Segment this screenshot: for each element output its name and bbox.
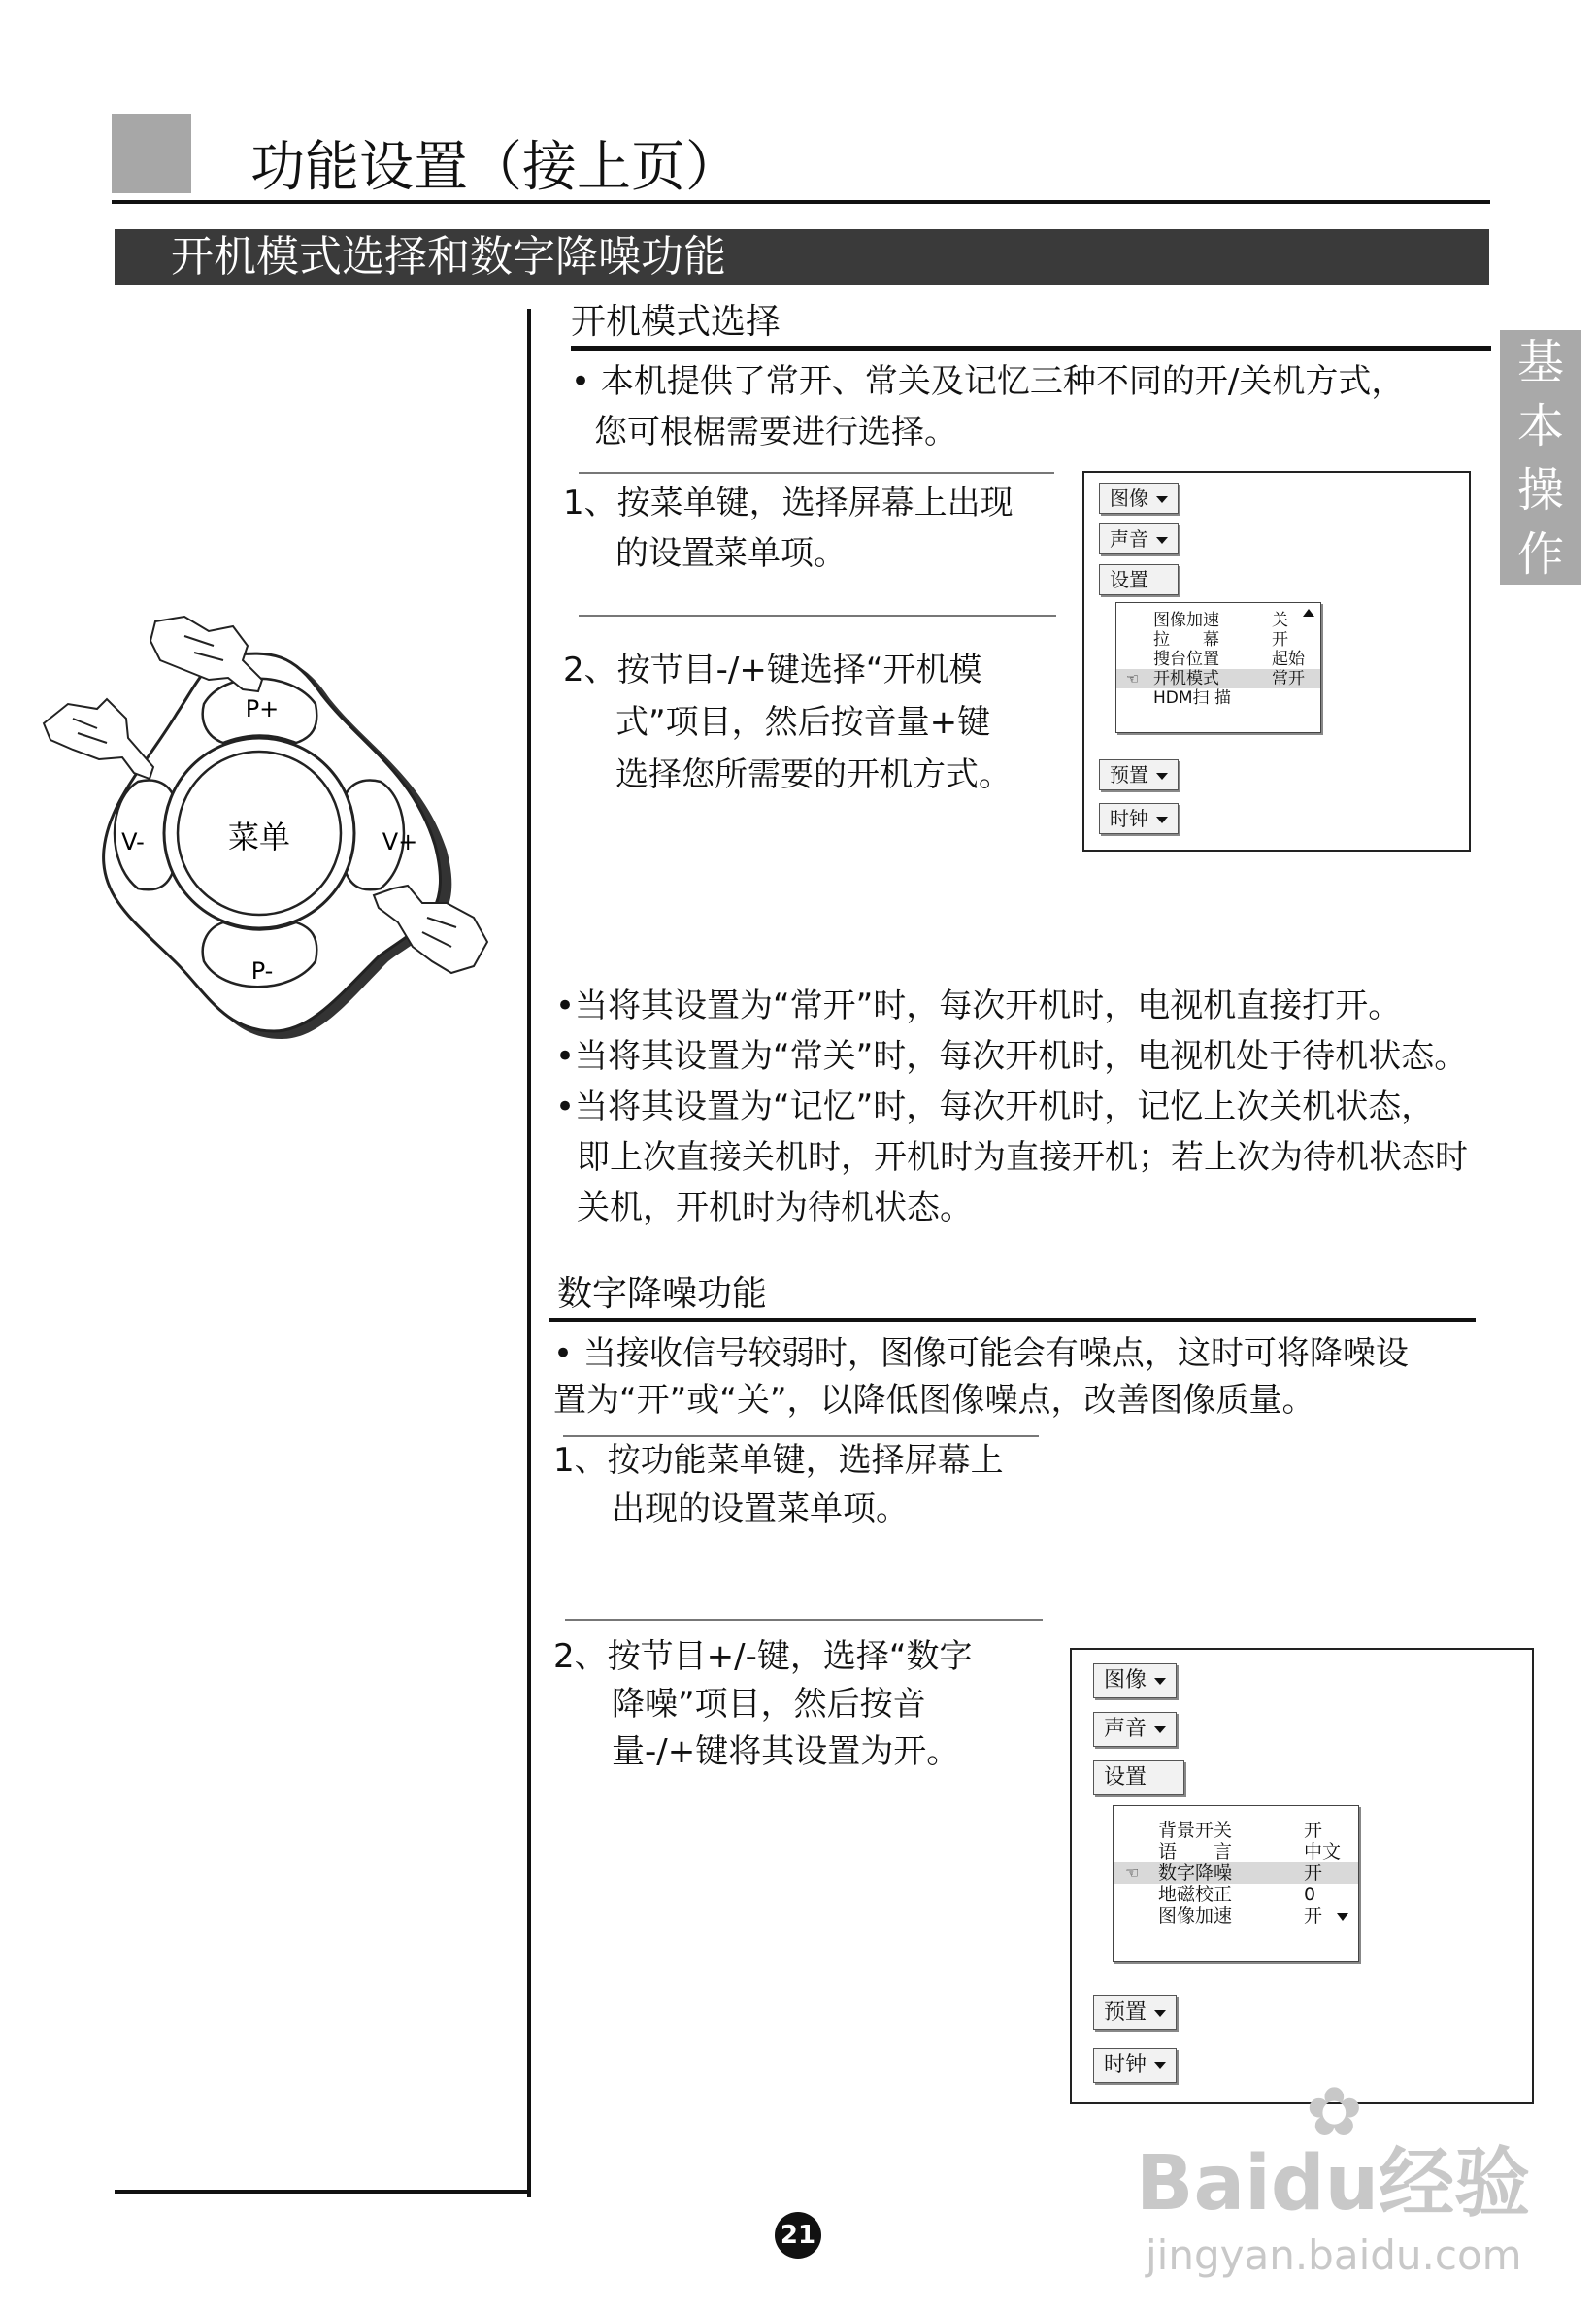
submenu-item-label: 语 言 — [1158, 1841, 1233, 1862]
submenu-row[interactable] — [1116, 611, 1320, 630]
submenu-row-selected[interactable] — [1116, 669, 1320, 688]
menu-sound-button[interactable] — [1093, 1712, 1177, 1747]
menu-image-button[interactable] — [1093, 1663, 1177, 1698]
chevron-down-icon — [1154, 2062, 1166, 2069]
header-gray-square — [112, 114, 191, 193]
chevron-down-icon — [1156, 773, 1168, 780]
menu-button-label: 菜单 — [227, 819, 291, 855]
submenu-item-value: 0 — [1304, 1884, 1316, 1905]
submenu-item-label: 开机模式 — [1153, 669, 1219, 688]
p-plus-label: P+ — [245, 695, 280, 722]
chevron-down-icon — [1154, 2010, 1166, 2017]
nr-step2-line: 降噪”项目，然后按音 — [612, 1685, 926, 1724]
scroll-up-icon[interactable] — [1303, 609, 1314, 617]
menu-setup-label: 设置 — [1104, 1765, 1147, 1790]
chevron-down-icon — [1156, 496, 1168, 503]
startup-intro-line: 您可根椐需要进行选择。 — [594, 413, 957, 452]
submenu-row[interactable] — [1114, 1841, 1358, 1862]
submenu-item-value: 常开 — [1272, 669, 1305, 688]
watermark — [1136, 2072, 1531, 2282]
section-title: 开机模式选择和数字降噪功能 — [171, 232, 726, 282]
setup-submenu — [1113, 1805, 1359, 1962]
menu-clock-label: 时钟 — [1110, 807, 1148, 830]
side-tab-char: 本 — [1516, 399, 1564, 453]
hand-cursor-icon: ☜ — [1125, 1863, 1140, 1882]
startup-step1-line: 的设置菜单项。 — [615, 534, 847, 573]
menu-sound-label: 声音 — [1104, 1717, 1147, 1741]
menu-preset-label: 预置 — [1110, 763, 1148, 787]
remote-illustration — [39, 612, 515, 1058]
chevron-down-icon — [1154, 1726, 1166, 1733]
startup-note-line: 即上次直接关机时，开机时为直接开机；若上次为待机状态时 — [577, 1138, 1468, 1177]
menu-setup-button[interactable] — [1093, 1760, 1184, 1795]
v-minus-label: V- — [121, 828, 145, 855]
watermark-paw-icon: ✿ — [1306, 2072, 1363, 2152]
menu-image-label: 图像 — [1104, 1668, 1147, 1692]
submenu-item-value: 中文 — [1304, 1841, 1342, 1862]
menu-setup-button[interactable] — [1099, 564, 1179, 595]
startup-step2-line: 式”项目，然后按音量+键 — [615, 703, 991, 742]
submenu-row[interactable] — [1116, 630, 1320, 650]
step-rule — [579, 615, 1056, 617]
vertical-divider — [527, 309, 531, 2197]
side-tab-char: 基 — [1516, 335, 1564, 389]
menu-screen-noise-reduction — [1070, 1648, 1534, 2104]
submenu-row[interactable] — [1116, 650, 1320, 669]
hand-cursor-icon: ☜ — [1126, 670, 1140, 687]
submenu-row-selected[interactable] — [1114, 1862, 1358, 1884]
submenu-item-label: 地磁校正 — [1158, 1884, 1233, 1905]
submenu-item-value: 关 — [1272, 611, 1288, 630]
menu-image-label: 图像 — [1110, 486, 1148, 510]
menu-sound-label: 声音 — [1110, 527, 1148, 551]
menu-screen-startup — [1082, 471, 1471, 852]
nr-step1-line: 1、按功能菜单键，选择屏幕上 — [553, 1441, 1004, 1480]
submenu-item-value: 起始 — [1272, 650, 1305, 669]
nr-step2-line: 量-/+键将其设置为开。 — [612, 1732, 960, 1771]
menu-sound-button[interactable] — [1099, 523, 1179, 554]
submenu-item-label: HDM扫 描 — [1153, 688, 1231, 708]
setup-submenu — [1115, 602, 1321, 733]
step-rule — [579, 472, 1054, 474]
side-tab-char: 操 — [1516, 463, 1564, 518]
chevron-down-icon — [1154, 1678, 1166, 1685]
watermark-url: jingyan.baidu.com — [1146, 2231, 1522, 2279]
startup-step2-line: 选择您所需要的开机方式。 — [615, 755, 1012, 794]
side-tab-char: 作 — [1516, 527, 1564, 582]
submenu-item-label: 数字降噪 — [1158, 1862, 1233, 1884]
submenu-row[interactable] — [1114, 1905, 1358, 1927]
page-title: 功能设置（接上页） — [250, 136, 740, 199]
startup-note-line: 关机，开机时为待机状态。 — [577, 1189, 973, 1227]
startup-step1-line: 1、按菜单键，选择屏幕上出现 — [563, 484, 1014, 522]
menu-preset-button[interactable] — [1093, 1995, 1177, 2030]
startup-intro-line: • 本机提供了常开、常关及记忆三种不同的开/关机方式， — [571, 362, 1405, 401]
chevron-down-icon — [1156, 817, 1168, 823]
v-plus-label: V+ — [382, 828, 418, 855]
nr-intro-line: • 当接收信号较弱时，图像可能会有噪点，这时可将降噪设 — [553, 1334, 1409, 1373]
side-tab — [1500, 330, 1581, 585]
submenu-item-label: 背景开关 — [1158, 1820, 1233, 1841]
startup-note-line: •当将其设置为“常开”时，每次开机时，电视机直接打开。 — [555, 987, 1402, 1025]
nr-intro-line: 置为“开”或“关”，以降低图像噪点，改善图像质量。 — [553, 1381, 1315, 1420]
menu-clock-button[interactable] — [1099, 803, 1179, 834]
startup-note-line: •当将其设置为“常关”时，每次开机时，电视机处于待机状态。 — [555, 1037, 1468, 1076]
startup-heading: 开机模式选择 — [571, 302, 781, 342]
submenu-row[interactable] — [1116, 688, 1320, 708]
menu-image-button[interactable] — [1099, 483, 1179, 514]
scroll-down-icon[interactable] — [1337, 1913, 1348, 1921]
submenu-item-label: 图像加速 — [1153, 611, 1219, 630]
hand-pointer-icon — [44, 699, 153, 779]
menu-setup-label: 设置 — [1110, 568, 1148, 591]
submenu-item-value: 开 — [1304, 1905, 1323, 1927]
submenu-row[interactable] — [1114, 1884, 1358, 1905]
page-number-badge — [775, 2212, 821, 2259]
page-number: 21 — [780, 2221, 816, 2250]
submenu-item-value: 开 — [1304, 1862, 1323, 1884]
nr-heading: 数字降噪功能 — [557, 1274, 768, 1314]
header-rule — [112, 200, 1490, 204]
startup-step2-line: 2、按节目-/+键选择“开机模 — [563, 651, 982, 689]
bottom-left-rule — [115, 2190, 530, 2194]
submenu-item-label: 拉 幕 — [1153, 630, 1219, 650]
menu-clock-label: 时钟 — [1104, 2053, 1147, 2077]
nr-heading-rule — [549, 1318, 1476, 1322]
menu-preset-label: 预置 — [1104, 2000, 1147, 2025]
p-minus-label: P- — [250, 957, 274, 985]
submenu-item-value: 开 — [1304, 1820, 1323, 1841]
startup-heading-rule — [571, 346, 1491, 351]
watermark-brand: Baidu经验 — [1136, 2140, 1531, 2228]
startup-note-line: •当将其设置为“记忆”时，每次开机时，记忆上次关机状态， — [555, 1088, 1435, 1126]
step-rule — [565, 1619, 1043, 1621]
submenu-row[interactable] — [1114, 1820, 1358, 1841]
section-bar — [115, 229, 1489, 285]
nr-step2-line: 2、按节目+/-键，选择“数字 — [553, 1637, 973, 1676]
submenu-item-value: 开 — [1272, 630, 1288, 650]
nr-step1-line: 出现的设置菜单项。 — [612, 1490, 909, 1528]
menu-preset-button[interactable] — [1099, 759, 1179, 790]
submenu-item-label: 图像加速 — [1158, 1905, 1233, 1927]
submenu-item-label: 搜台位置 — [1153, 650, 1219, 669]
chevron-down-icon — [1156, 537, 1168, 544]
